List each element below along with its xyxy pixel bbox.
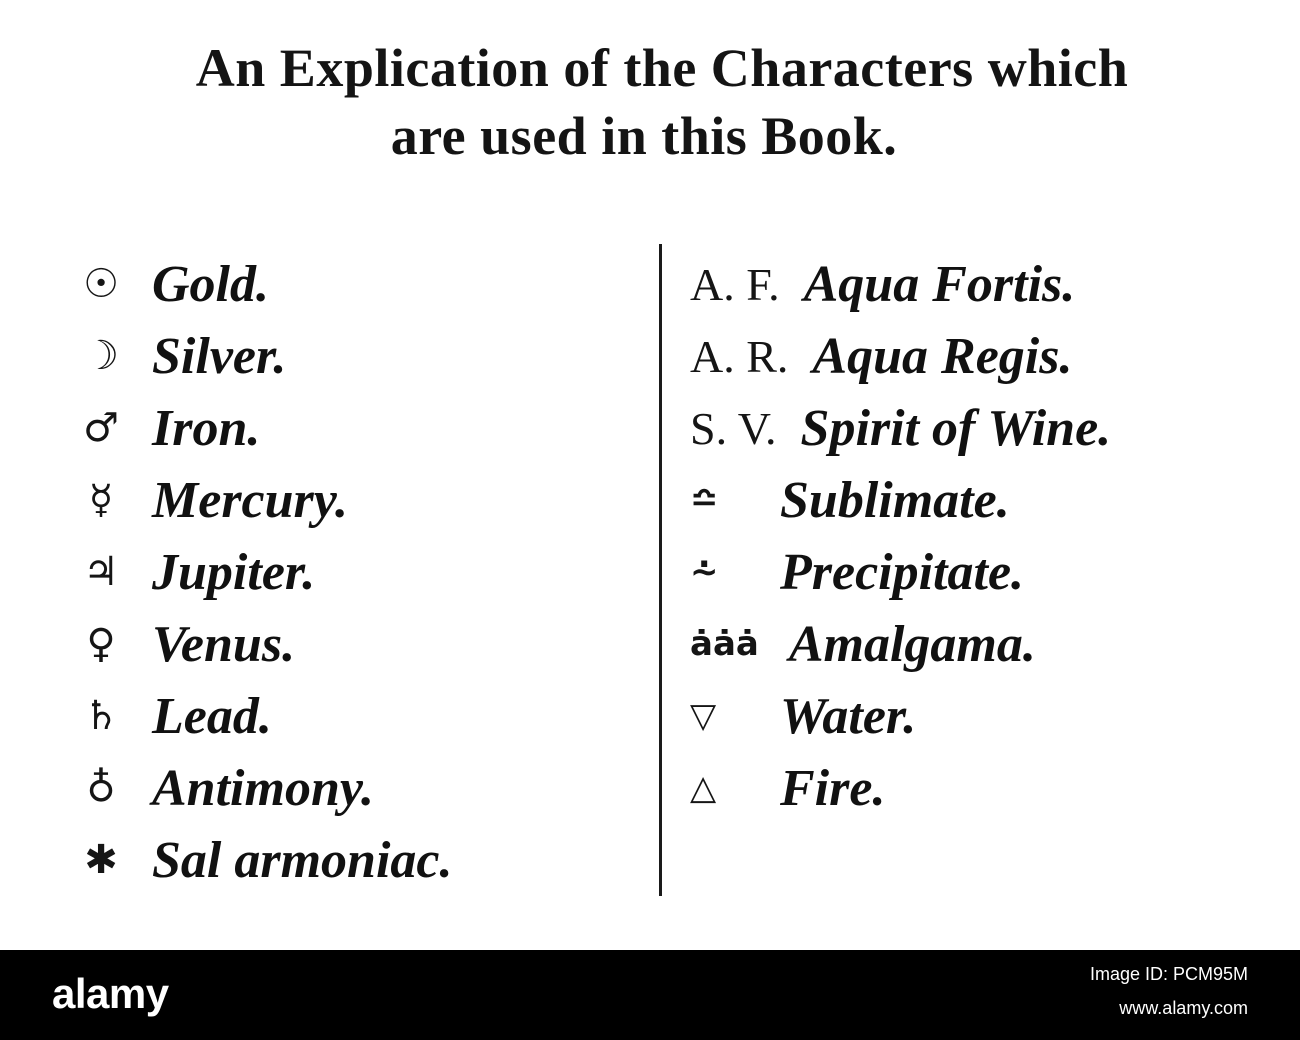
item-name: Antimony.	[152, 759, 375, 817]
item-name: Water.	[780, 687, 917, 745]
list-item-antimony	[58, 752, 374, 824]
page-title-line-1: An Explication of the Characters which	[195, 38, 1129, 98]
sal-armoniac-icon: ✱	[84, 837, 118, 883]
list-item-jupiter	[58, 536, 315, 608]
mars-iron-icon: ♂	[83, 405, 119, 451]
item-name: Iron.	[152, 399, 261, 457]
list-item-spirit-of-wine	[690, 392, 1111, 464]
abbreviation-ar: A. R.	[690, 330, 789, 382]
list-item-water	[690, 680, 916, 752]
item-name: Aqua Regis.	[812, 327, 1073, 385]
water-triangle-icon: ▽	[690, 696, 717, 736]
venus-icon: ♀	[86, 621, 116, 667]
item-name: Lead.	[152, 687, 272, 745]
item-name: Spirit of Wine.	[800, 399, 1112, 457]
item-name: Amalgama.	[788, 615, 1036, 673]
fire-triangle-icon: △	[690, 768, 717, 808]
abbreviation-sv: S. V.	[690, 402, 777, 454]
list-item-silver	[58, 320, 286, 392]
list-item-sublimate	[690, 464, 1010, 536]
item-name: Mercury.	[152, 471, 348, 529]
list-item-lead	[58, 680, 272, 752]
item-name: Fire.	[780, 759, 886, 817]
image-id-label: Image ID: PCM95M	[1089, 964, 1248, 984]
sun-gold-icon: ☉	[83, 261, 119, 307]
list-item-amalgama	[690, 608, 1036, 680]
moon-silver-icon: ☽	[83, 333, 119, 379]
antimony-icon: ♁	[86, 765, 116, 811]
abbreviation-af: A. F.	[690, 258, 780, 310]
sublimate-icon: ≏	[690, 480, 719, 520]
amalgama-icon: ȧȧȧ	[690, 624, 759, 664]
list-item-precipitate	[690, 536, 1024, 608]
item-name: Aqua Fortis.	[803, 255, 1076, 313]
column-divider	[659, 244, 662, 896]
list-item-venus	[58, 608, 295, 680]
saturn-lead-icon: ♄	[83, 693, 119, 739]
page-title-line-2: are used in this Book.	[390, 106, 898, 166]
precipitate-icon: ⩪	[690, 552, 719, 592]
alamy-logo: alamy	[52, 970, 169, 1017]
list-item-iron	[58, 392, 260, 464]
site-url-label: www.alamy.com	[1119, 998, 1248, 1018]
list-item-gold	[58, 248, 269, 320]
list-item-fire	[690, 752, 885, 824]
list-item-aqua-fortis	[690, 248, 1075, 320]
jupiter-icon: ♃	[83, 549, 119, 595]
item-name: Silver.	[152, 327, 287, 385]
item-name: Jupiter.	[152, 543, 316, 601]
mercury-icon: ☿	[88, 477, 114, 523]
item-name: Sal armoniac.	[152, 831, 453, 889]
item-name: Sublimate.	[780, 471, 1010, 529]
list-item-aqua-regis	[690, 320, 1072, 392]
list-item-sal-armoniac	[58, 824, 453, 896]
item-name: Venus.	[152, 615, 296, 673]
watermark-footer-bar	[0, 950, 1300, 1040]
list-item-mercury	[58, 464, 348, 536]
item-name: Gold.	[152, 255, 269, 313]
item-name: Precipitate.	[780, 543, 1025, 601]
